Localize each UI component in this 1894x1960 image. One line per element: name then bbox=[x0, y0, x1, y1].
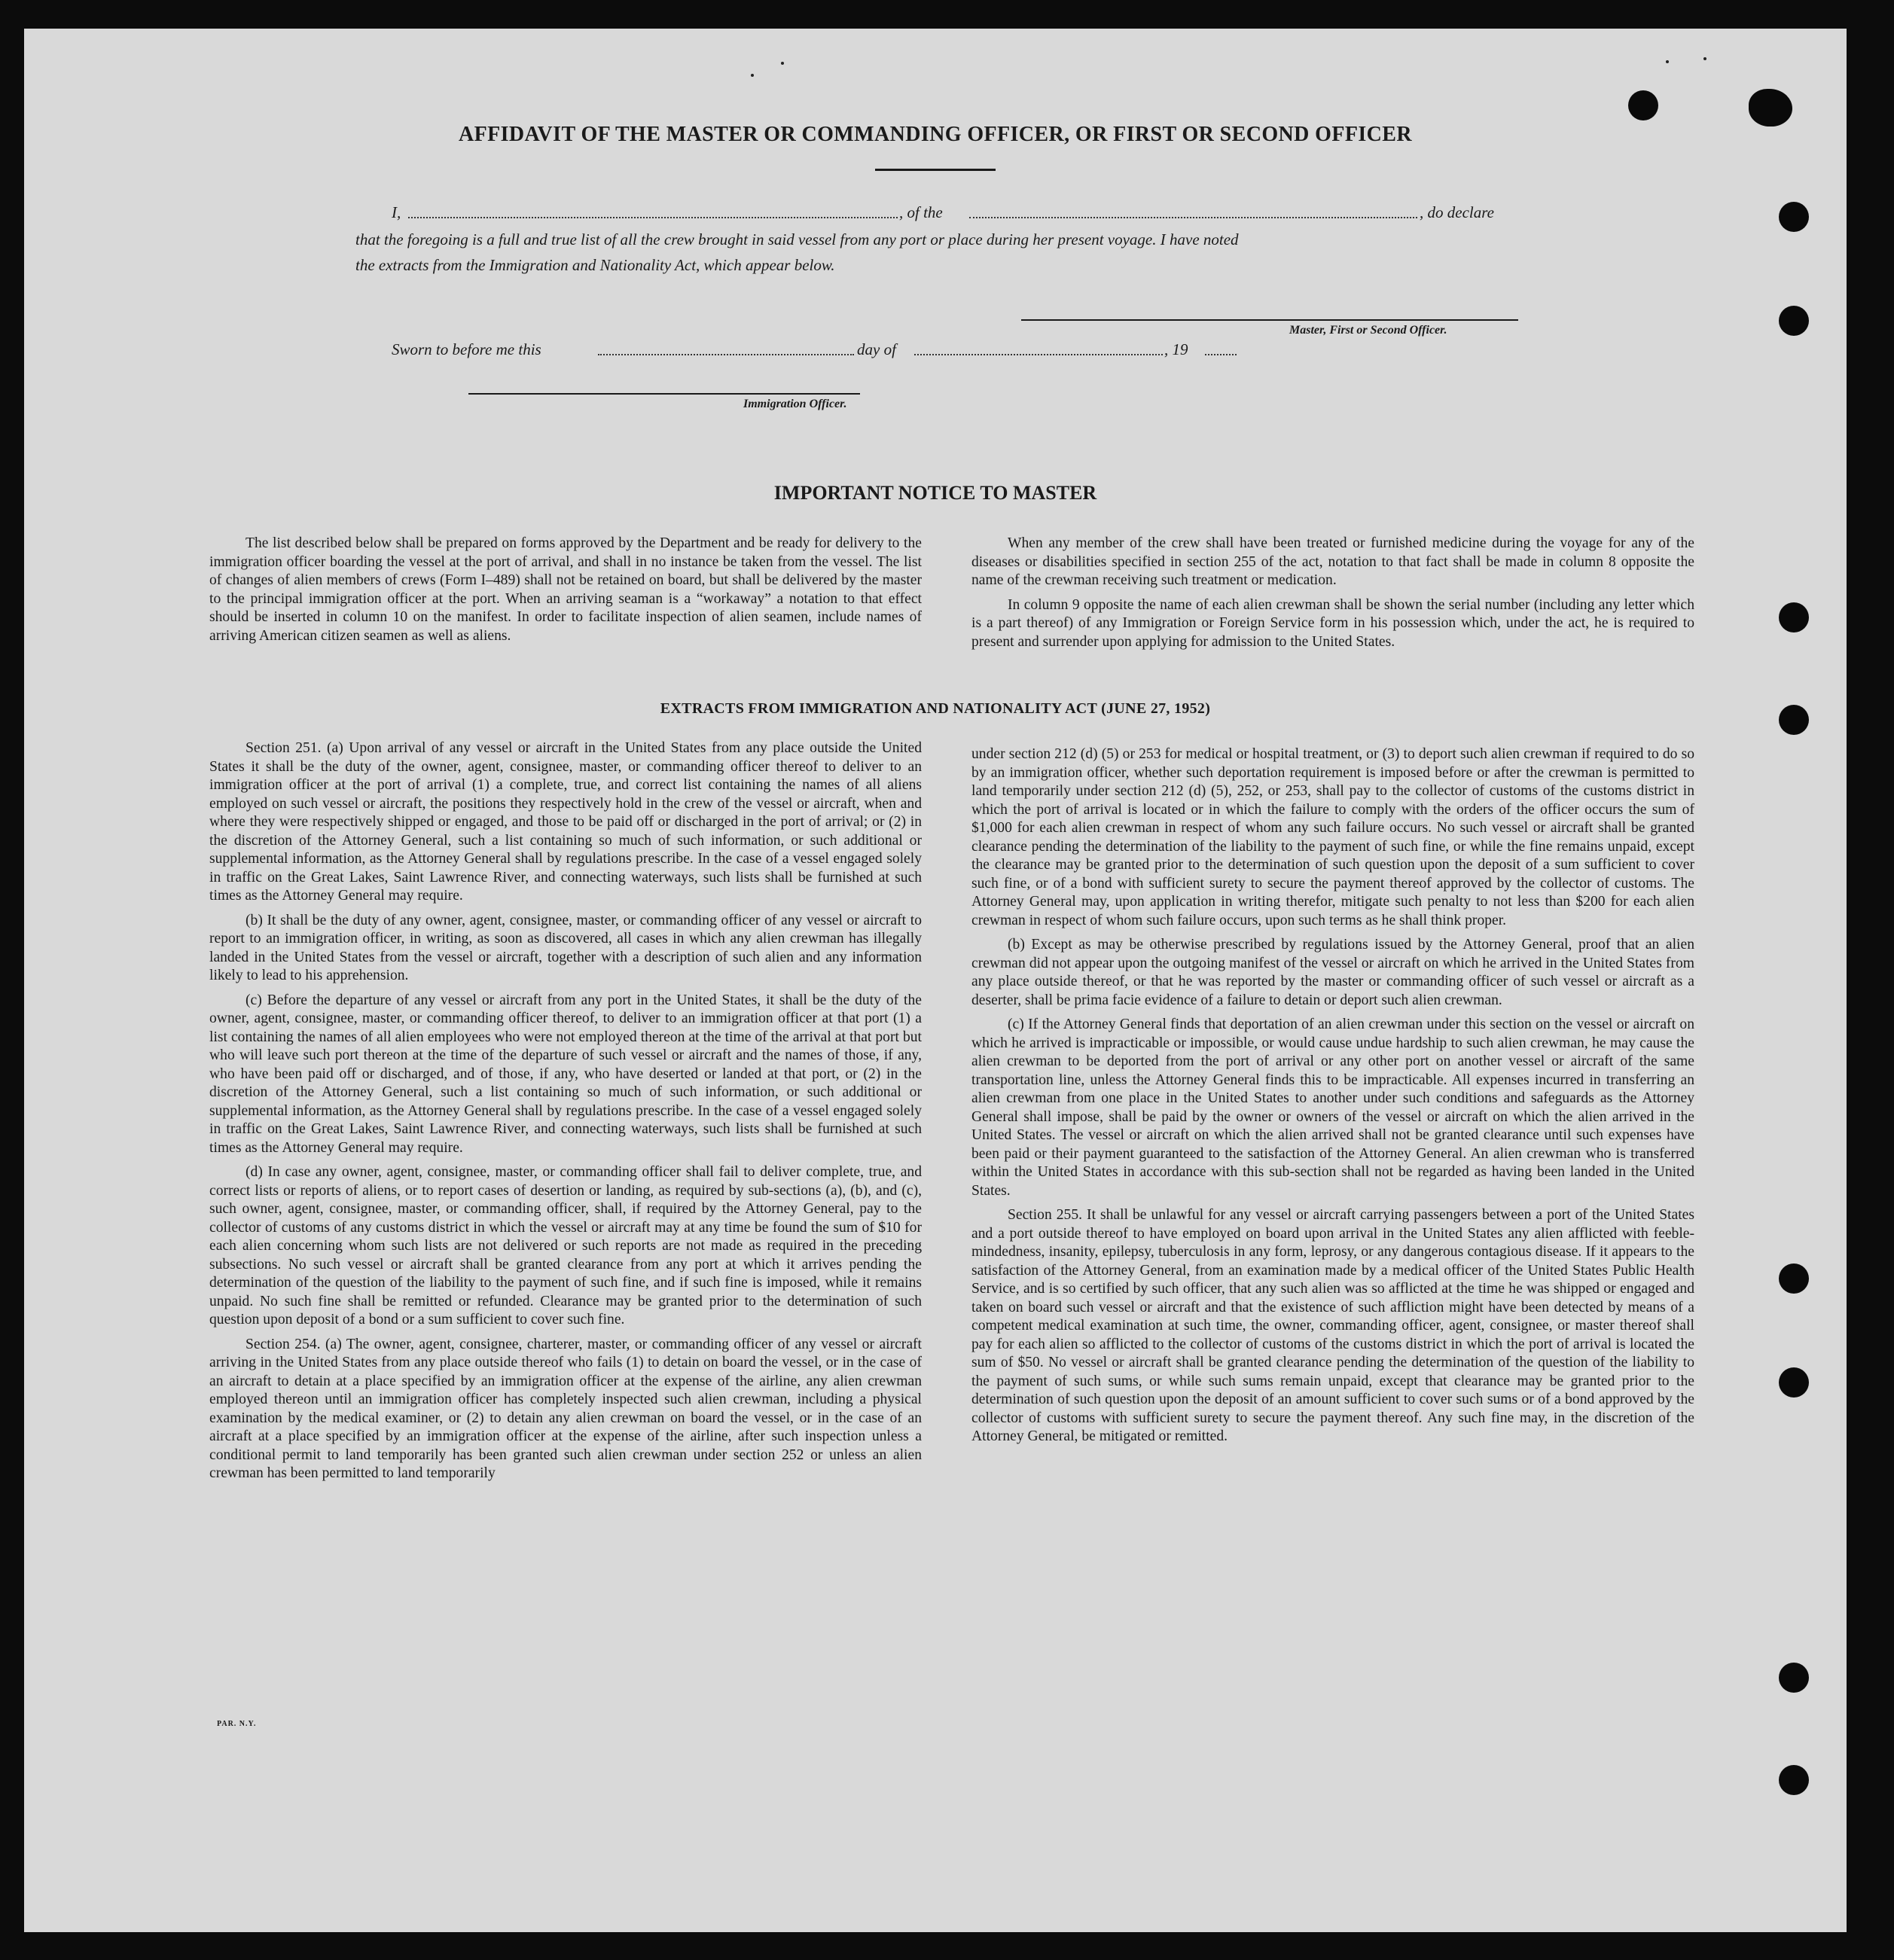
affidavit-title: AFFIDAVIT OF THE MASTER OR COMMANDING OFFICER, OR FIRST OR SECOND OFFICER bbox=[459, 123, 1412, 146]
section-251-c: (c) Before the departure of any vessel or aircraft from any port in the United States, it shall be the duty of the owner, agent, consignee, master, or commanding officer thereof, to deliver to an immigration officer at that port (1) a list containing the names of all alien employees who were not employed thereon at the time of the arrival at that port but who will leave such port thereon at the time of the departure of such vessel or aircraft and the names of those, if any, who have been paid off or discharged, and of those, if any, who have deserted or landed at that port, or (2) in the discretion of the Attorney General, such a list containing so much of such information, or such additional or supplemental information, as the Attorney General shall by regulations prescribe. In the case of a vessel engaged solely in traffic on the Great Lakes, Saint Lawrence River, and connecting waterways, such lists shall be furnished at such times as the Attorney General may require. bbox=[209, 992, 922, 1156]
punch-hole bbox=[1779, 602, 1809, 633]
notice-left-paragraph: The list described below shall be prepared on forms approved by the Department and be ready for delivery to the immigration officer boarding the vessel at the port of arrival, and shall in no instance be taken from the vessel. The list of changes of alien members of crews (Form I–489) shall not be retained on board, but shall be delivered by the master to the principal immigration officer at the port. When an arriving seaman is a “workaway” a notation to that effect should be inserted in column 10 on the manifest. In order to facilitate inspection of alien seamen, include names of arriving American citizen seamen as well as aliens. bbox=[209, 535, 922, 644]
notice-left-column bbox=[209, 535, 922, 651]
speck bbox=[1666, 60, 1669, 63]
punch-hole bbox=[1749, 89, 1792, 127]
section-251-a: Section 251. (a) Upon arrival of any vessel or aircraft in the United States from any place outside the United States it shall be the duty of the owner, agent, consignee, master, or commanding officer thereof to deliver to an immigration officer at the port of arrival (1) a complete, true, and correct list containing the names of all aliens employed on such vessel or aircraft, the positions they respectively hold in the crew of the vessel or aircraft, when and where they were respectively shipped or engaged, and those to be paid off or discharged in the port of arrival; or (2) in the discretion of the Attorney General, such a list containing so much of such information, or such additional or supplemental information, as the Attorney General shall by regulations prescribe. In the case of a vessel engaged solely in traffic on the Great Lakes, Saint Lawrence River, and connecting waterways, such lists shall be furnished at such times as the Attorney General may require. bbox=[209, 740, 922, 904]
notice-right-paragraph-1: When any member of the crew shall have been treated or furnished medicine during the voyage for any of the diseases or disabilities specified in section 255 of the act, notation to that fact shall be made in column 8 opposite the name of the crewman receiving such treatment or medication. bbox=[971, 535, 1694, 588]
notice-title: IMPORTANT NOTICE TO MASTER bbox=[773, 482, 1097, 504]
affidavit-line-3: the extracts from the Immigration and Nationality Act, which appear below. bbox=[355, 256, 835, 274]
affidavit-line-2: that the foregoing is a full and true list of all the crew brought in said vessel from any port or place during her present voyage. I have noted bbox=[355, 230, 1239, 248]
speck bbox=[781, 62, 784, 65]
master-caption: Master, First or Second Officer. bbox=[1289, 324, 1447, 337]
speck bbox=[751, 74, 754, 77]
extracts-right-column bbox=[971, 745, 1694, 1452]
punch-hole bbox=[1779, 1663, 1809, 1693]
extracts-left-column bbox=[209, 739, 922, 1489]
affidavit-line-1 bbox=[392, 203, 1551, 222]
day-of-label: day of bbox=[857, 340, 896, 358]
vessel-field[interactable] bbox=[969, 217, 1417, 218]
section-254-a-continued: under section 212 (d) (5) or 253 for medical or hospital treatment, or (3) to deport such alien crewman if required to do so by an immigration officer, whether such deportation requirement is imposed before or after the crewman is permitted to land temporarily under section 212 (d) (5), 252, or 253, shall pay to the collector of customs of the customs district in which the port of arrival is located or in which the failure to comply with the orders of the officer occurs the sum of $1,000 for each alien crewman in respect of whom any such failure occurs. No such vessel or aircraft shall be granted clearance pending the determination of the liability to the payment of such fine, or while the fine remains unpaid, except the clearance may be granted prior to the determination of such question upon the deposit of a sum sufficient to cover such fine, or of a bond with sufficient surety to secure the payment thereof approved by the collector of customs. The Attorney General may, upon application in writing therefor, mitigate such penalty to not less than $200 for each alien crewman in respect of whom such failure occurs, upon such terms as he shall think proper. bbox=[971, 746, 1694, 928]
speck bbox=[1703, 57, 1706, 60]
extracts-title: EXTRACTS FROM IMMIGRATION AND NATIONALITY ACT (JUNE 27, 1952) bbox=[660, 700, 1211, 717]
sworn-month-field[interactable] bbox=[914, 354, 1163, 355]
section-254-c: (c) If the Attorney General finds that deportation of an alien crewman under this section on the vessel or aircraft on which he arrived is impracticable or impossible, or would cause undue hardship to such alien crewman, he may cause the alien crewman to be deported from the port of arrival or any other port on another vessel or aircraft of the same transportation line, unless the Attorney General finds this to be impracticable. All expenses incurred in transferring an alien crewman from one place in the United States to another under such conditions and safeguards as the Attorney General shall impose, shall be paid by the owner or owners of the vessel or aircraft on which the alien arrived in the United States. The vessel or aircraft on which the alien arrived shall not be granted clearance until such expenses have been paid or their payment guaranteed to the satisfaction of the Attorney General. An alien crewman who is transferred within the United States in accordance with this sub-section shall not be regarded as having been landed in the United States. bbox=[971, 1017, 1694, 1199]
punch-hole bbox=[1779, 306, 1809, 336]
punch-hole bbox=[1779, 1367, 1809, 1398]
section-255: Section 255. It shall be unlawful for any vessel or aircraft carrying passengers between a port of the United States and a port outside thereof to have employed on board upon arrival in the United States any alien afflicted with feeble-mindedness, insanity, epilepsy, tuberculosis in any form, leprosy, or any dangerous contagious disease. If it appears to the satisfaction of the Attorney General, from an examination made by a medical officer of the United States Public Health Service, and is so certified by such officer, that any such alien was so afflicted at the time he was shipped or engaged and taken on board such vessel or aircraft and that the existence of such affliction might have been detected by means of a competent medical examination at such time, the owner, commanding officer, agent, consignee, or master thereof shall pay for each alien so afflicted to the collector of customs of the customs district in which the port of arrival is located the sum of $50. No vessel or aircraft shall be granted clearance pending the determination of the question of the liability to the payment of such sums, or while such sums remain unpaid, except that clearance may be granted prior to the determination of such question upon the deposit of an amount sufficient to cover such sums or of a bond approved by the collector of customs with sufficient surety to secure the payment thereof. Any such fine may, in the discretion of the Attorney General, be mitigated or remitted. bbox=[971, 1207, 1694, 1444]
punch-hole bbox=[1779, 1765, 1809, 1795]
officer-caption: Immigration Officer. bbox=[743, 398, 847, 410]
of-the-label bbox=[899, 203, 943, 222]
declare-label bbox=[1420, 203, 1494, 222]
punch-hole bbox=[1779, 1263, 1809, 1294]
notice-right-paragraph-2: In column 9 opposite the name of each alien crewman shall be shown the serial number (including any letter which is a part thereof) of any Immigration or Foreign Service form in his possession which, under the act, he is required to present and surrender upon applying for admission to the United States. bbox=[971, 596, 1694, 650]
sworn-label: Sworn to before me this bbox=[392, 340, 541, 358]
punch-hole bbox=[1628, 90, 1658, 120]
year-field[interactable] bbox=[1205, 354, 1237, 355]
section-254-b: (b) Except as may be otherwise prescribed by regulations issued by the Attorney General, proof that an alien crewman did not appear upon the outgoing manifest of the vessel or aircraft on which he arrived in the United States from any place outside thereof, or that he was reported by the master or commanding officer of such vessel or aircraft as a deserter, shall be prima facie evidence of a failure to detain or deport such alien crewman. bbox=[971, 937, 1694, 1008]
printer-mark: PAR. N.Y. bbox=[217, 1720, 257, 1728]
punch-hole bbox=[1779, 202, 1809, 232]
officer-signature-line[interactable] bbox=[468, 393, 860, 395]
notice-right-column bbox=[971, 535, 1694, 657]
section-251-b: (b) It shall be the duty of any owner, agent, consignee, master, or commanding officer of any vessel or aircraft to report to an immigration officer, in writing, as soon as discovered, all cases in which any alien crewman has illegally landed in the United States from the vessel or aircraft, together with a description of such alien and any information likely to lead to his apprehension. bbox=[209, 912, 922, 983]
section-254-a: Section 254. (a) The owner, agent, consignee, charterer, master, or commanding officer of any vessel or aircraft arriving in the United States from any place outside thereof who fails (1) to detain on board the vessel, or in the case of an aircraft to detain at a place specified by an immigration officer at the expense of the airline, any alien crewman employed thereon until an immigration officer has completely inspected such alien crewman, including a physical examination by the medical examiner, or (2) to detain any alien crewman on board the vessel, or in the case of an aircraft at a place specified by an immigration officer at the expense of the airline, after such inspection unless a conditional permit to land temporarily has been granted such alien crewman under section 252 or unless an alien crewman has been permitted to land temporarily bbox=[209, 1336, 922, 1481]
year-label: , 19 bbox=[1164, 340, 1188, 358]
title-underline bbox=[875, 169, 996, 171]
of-the-text: , of the bbox=[899, 203, 943, 221]
name-field[interactable] bbox=[408, 217, 898, 218]
master-signature-line[interactable] bbox=[1021, 319, 1518, 321]
declare-text: , do declare bbox=[1420, 203, 1494, 221]
affidavit-i: I, bbox=[392, 203, 401, 221]
sworn-day-field[interactable] bbox=[598, 354, 854, 355]
section-251-d: (d) In case any owner, agent, consignee, master, or commanding officer shall fail to deliver complete, true, and correct lists or reports of aliens, or to report cases of desertion or landing, as required by sub-sections (a), (b), and (c), such owner, agent, consignee, master, or commanding officer, shall, if required by the Attorney General, pay to the collector of customs of any customs district in which the vessel or aircraft may at any time be found the sum of $10 for each alien concerning whom such lists are not delivered or such reports are not made as required in the preceding subsections. No such vessel or aircraft shall be granted clearance from any port at which it arrives pending the determination of the question of the liability to the payment of such fine, and if such fine is imposed, while it remains unpaid. No such fine shall be remitted or refunded. Clearance may be granted prior to the determination of such question upon deposit of a bond or a sum sufficient to cover such fine. bbox=[209, 1164, 922, 1327]
document-page bbox=[24, 29, 1847, 1932]
